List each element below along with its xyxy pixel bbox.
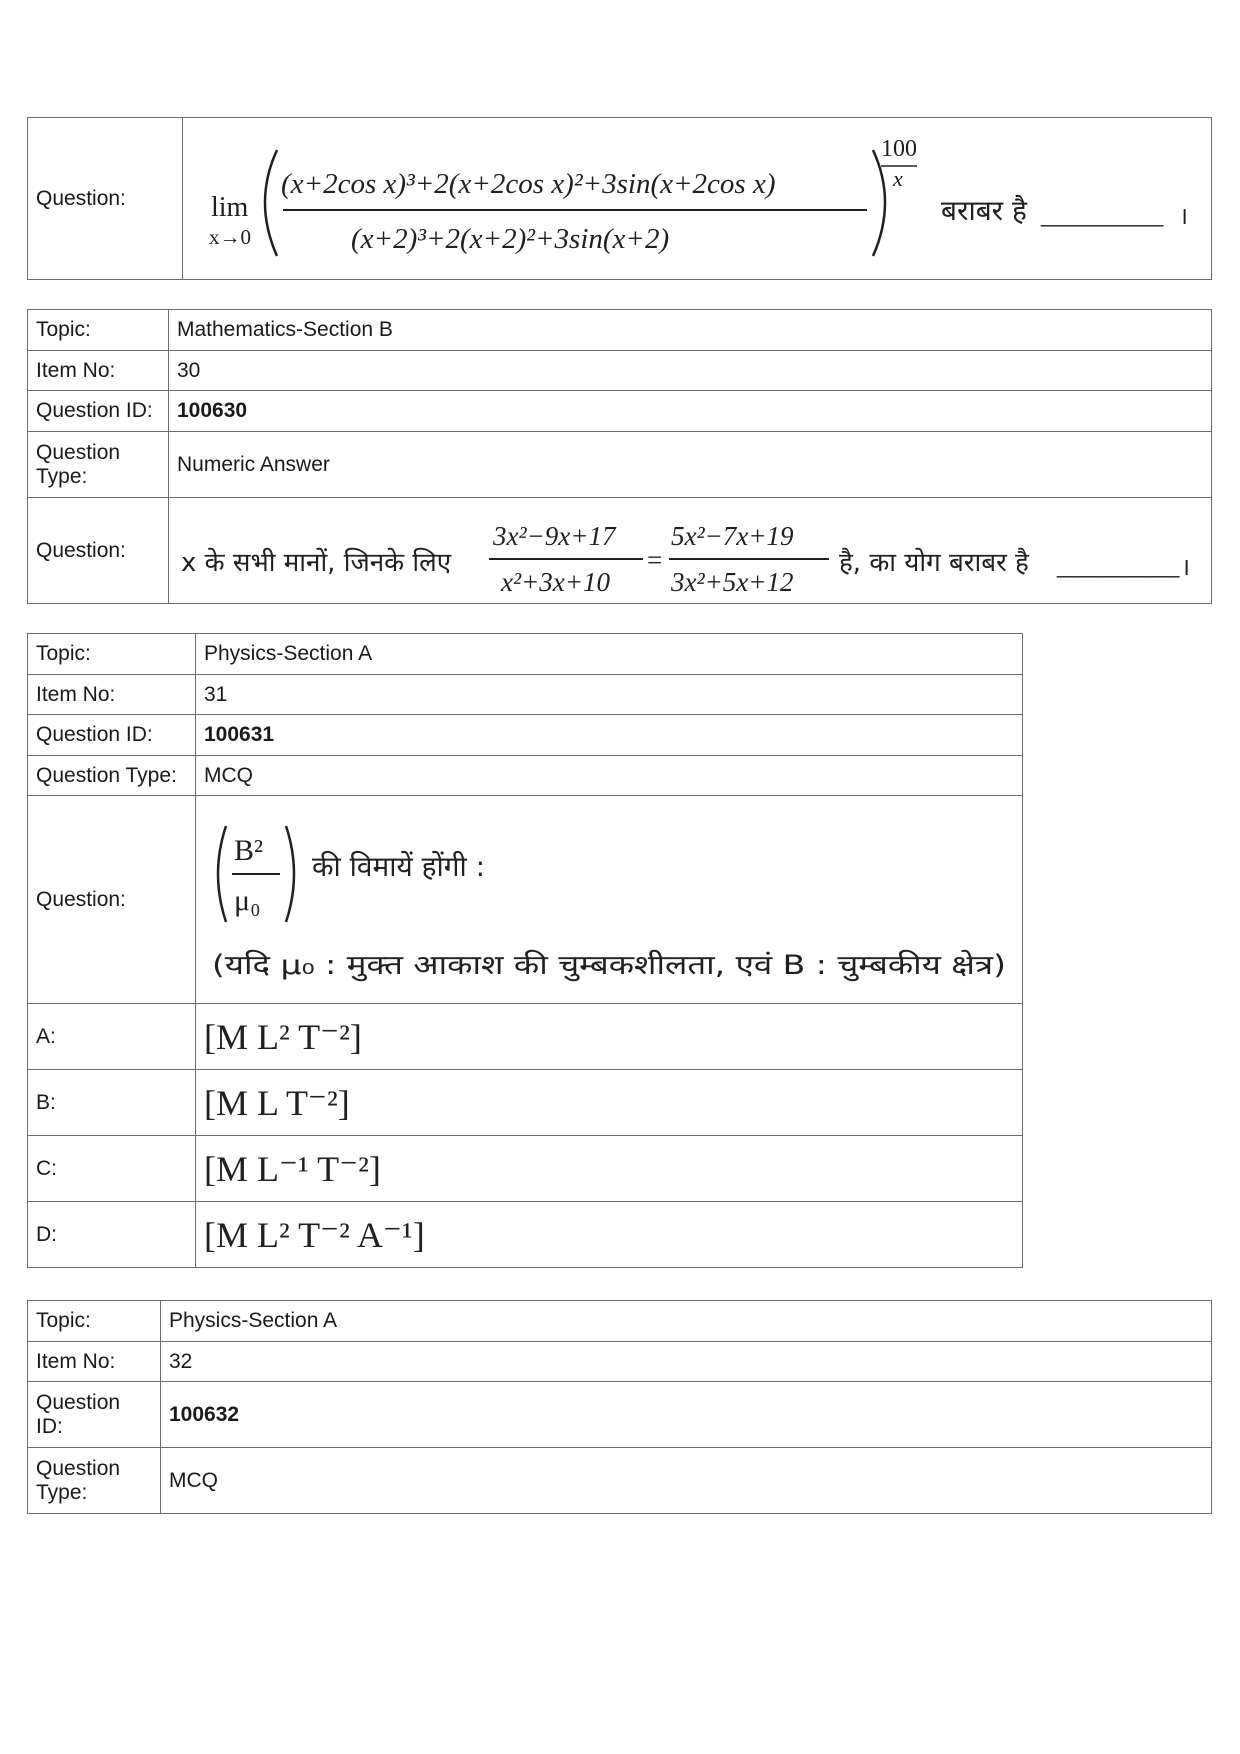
option-b-label: B: bbox=[28, 1070, 196, 1136]
limit-expression bbox=[191, 120, 1201, 278]
equals-sign: = bbox=[647, 544, 663, 575]
question-id-value: 100632 bbox=[169, 1402, 240, 1426]
item-no-label: Item No: bbox=[28, 675, 196, 715]
question-30-formula bbox=[169, 498, 1212, 604]
question-30-table bbox=[27, 309, 1212, 604]
question-id-value: 100631 bbox=[204, 723, 275, 746]
rhs-numerator: 5x²−7x+19 bbox=[671, 520, 794, 551]
question-id-label: Question ID: bbox=[28, 1382, 161, 1448]
option-a-label: A: bbox=[28, 1004, 196, 1070]
question-id-value: 100630 bbox=[177, 399, 248, 422]
danda: । bbox=[1179, 201, 1189, 230]
question-type-value: MCQ bbox=[196, 756, 1023, 796]
option-c-label: C: bbox=[28, 1136, 196, 1202]
question-type-value: MCQ bbox=[161, 1448, 1212, 1514]
danda: । bbox=[1181, 552, 1191, 581]
item-no-value: 30 bbox=[169, 351, 1212, 391]
question-31-table bbox=[27, 633, 1023, 1268]
question-32-table bbox=[27, 1300, 1212, 1514]
lim-text: lim bbox=[211, 191, 249, 223]
fraction-denominator: μ₀ bbox=[234, 883, 261, 917]
topic-value: Physics-Section A bbox=[161, 1301, 1212, 1342]
dimension-question bbox=[204, 800, 1016, 1000]
question-type-label: Question Type: bbox=[28, 756, 196, 796]
question-type-value: Numeric Answer bbox=[169, 432, 1212, 498]
question-id-label: Question ID: bbox=[28, 715, 196, 756]
question-type-label: Question Type: bbox=[28, 432, 169, 498]
item-no-value: 31 bbox=[196, 675, 1023, 715]
limit-numerator: (x+2cos x)³+2(x+2cos x)²+3sin(x+2cos x) bbox=[281, 167, 776, 200]
question-label: Question: bbox=[28, 118, 183, 280]
option-c-text: [M L⁻¹ T⁻²] bbox=[196, 1136, 1023, 1202]
option-d-text: [M L² T⁻² A⁻¹] bbox=[196, 1202, 1023, 1268]
answer-blank: __________ bbox=[1041, 201, 1164, 227]
question-31-formula bbox=[196, 796, 1023, 1004]
topic-label: Topic: bbox=[28, 1301, 161, 1342]
topic-label: Topic: bbox=[28, 310, 169, 351]
topic-label: Topic: bbox=[28, 634, 196, 675]
lhs-denominator: x²+3x+10 bbox=[501, 566, 611, 597]
lim-subscript: x→0 bbox=[209, 224, 251, 249]
question-id-cell bbox=[196, 715, 1023, 756]
equation-expression bbox=[177, 501, 1201, 601]
exponent-numerator: 100 bbox=[881, 135, 917, 162]
question-type-label: Question Type: bbox=[28, 1448, 161, 1514]
option-a-text: [M L² T⁻²] bbox=[196, 1004, 1023, 1070]
topic-value: Physics-Section A bbox=[196, 634, 1023, 675]
option-d-label: D: bbox=[28, 1202, 196, 1268]
question-id-cell bbox=[161, 1382, 1212, 1448]
question-29-formula bbox=[183, 118, 1212, 280]
lhs-numerator: 3x²−9x+17 bbox=[493, 520, 616, 551]
left-paren bbox=[218, 826, 226, 922]
question-id-cell bbox=[169, 391, 1212, 432]
item-no-label: Item No: bbox=[28, 351, 169, 391]
right-paren bbox=[286, 826, 294, 922]
item-no-value: 32 bbox=[161, 1342, 1212, 1382]
answer-blank: __________ bbox=[1057, 552, 1180, 578]
question-id-label: Question ID: bbox=[28, 391, 169, 432]
fraction-numerator: B² bbox=[234, 833, 264, 867]
equals-phrase: बराबर है bbox=[941, 193, 1027, 227]
item-no-label: Item No: bbox=[28, 1342, 161, 1382]
question-prefix: x के सभी मानों, जिनके लिए bbox=[181, 547, 452, 578]
question-29-table bbox=[27, 117, 1212, 280]
question-suffix: है, का योग बराबर है bbox=[839, 547, 1029, 578]
exponent-denominator: x bbox=[893, 165, 903, 191]
left-paren bbox=[265, 150, 277, 256]
question-label: Question: bbox=[28, 796, 196, 1004]
question-label: Question: bbox=[28, 498, 169, 604]
dimension-prompt: की विमायें होंगी : bbox=[312, 849, 486, 883]
symbol-definitions: (यदि μ₀ : मुक्त आकाश की चुम्बकशीलता, एवं B : चुम्बकीय क्षेत्र) bbox=[212, 949, 863, 981]
topic-value: Mathematics-Section B bbox=[169, 310, 1212, 351]
rhs-denominator: 3x²+5x+12 bbox=[671, 566, 794, 597]
option-b-text: [M L T⁻²] bbox=[196, 1070, 1023, 1136]
limit-denominator: (x+2)³+2(x+2)²+3sin(x+2) bbox=[351, 222, 670, 255]
